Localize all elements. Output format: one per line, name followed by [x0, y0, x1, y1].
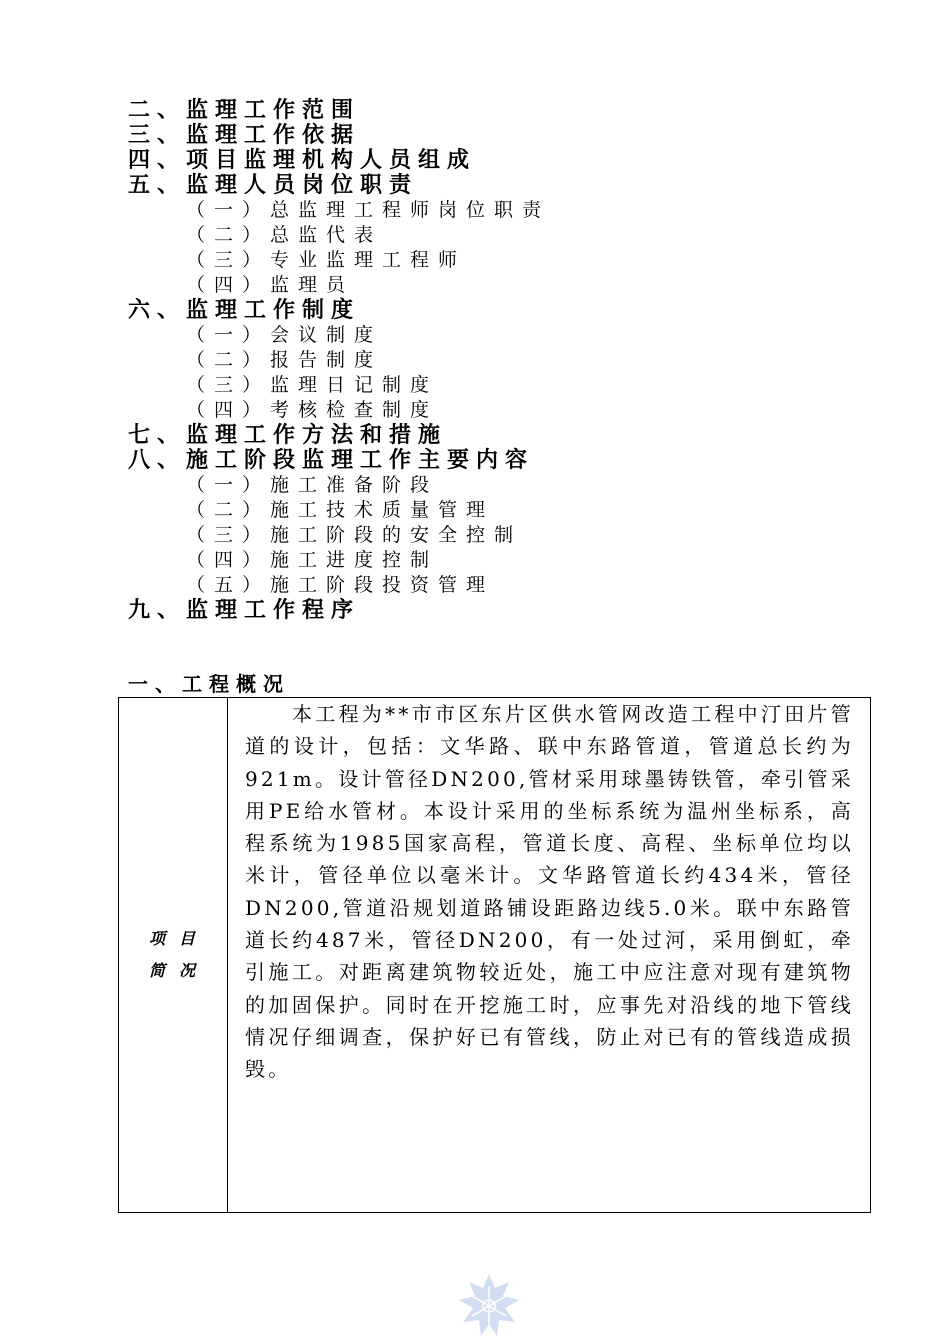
toc-heading: 五、监理人员岗位职责: [128, 173, 419, 198]
project-overview-table: [118, 697, 871, 1213]
toc-heading: 四、项目监理机构人员组成: [128, 148, 477, 173]
toc-heading: 三、监理工作依据: [128, 123, 361, 148]
section-title: 一、工程概况: [128, 672, 290, 696]
toc-subheading: （四）监理员: [186, 274, 355, 296]
toc-subheading: （四）考核检查制度: [186, 399, 439, 421]
toc-subheading: （一）会议制度: [186, 324, 383, 346]
toc-subheading: （三）专业监理工程师: [186, 249, 467, 271]
toc-subheading: （一）总监理工程师岗位职责: [186, 199, 551, 221]
toc-subheading: （四）施工进度控制: [186, 549, 439, 571]
table-label-cell: [119, 698, 228, 1212]
toc-subheading: （一）施工准备阶段: [186, 474, 439, 496]
project-description: 本工程为**市市区东片区供水管网改造工程中汀田片管道的设计，包括：文华路、联中东路管道，管道总长约为921m。设计管径DN200,管材采用球墨铸铁管，牵引管采用PE给水管材。本设计采用的坐标系统为温州坐标系，高程系统为1985国家高程，管道长度、高程、坐标单位均以米计，管径单位以毫米计。文华路管道长约434米，管径DN200,管道沿规划道路铺设距路边线5.0米。联中东路管道长约487米，管径DN200，有一处过河，采用倒虹，牵引施工。对距离建筑物较近处，施工中应注意对现有建筑物的加固保护。同时在开挖施工时，应事先对沿线的地下管线情况仔细调查，保护好已有管线，防止对已有的管线造成损毁。: [245, 702, 854, 1082]
toc-subheading: （二）总监代表: [186, 224, 383, 246]
toc-heading: 七、监理工作方法和措施: [128, 423, 448, 448]
table-content-cell: [228, 698, 870, 1212]
toc-heading: 六、监理工作制度: [128, 298, 361, 323]
toc-subheading: （二）报告制度: [186, 349, 383, 371]
toc-heading: 二、监理工作范围: [128, 98, 361, 123]
table-of-contents: [128, 98, 888, 623]
snowflake-logo-icon: [455, 1272, 523, 1340]
toc-heading: 九、监理工作程序: [128, 598, 361, 623]
label-line-1: 项目: [148, 929, 209, 948]
toc-subheading: （三）施工阶段的安全控制: [186, 524, 523, 546]
label-line-2: 简况: [148, 961, 209, 980]
toc-heading: 八、施工阶段监理工作主要内容: [128, 448, 535, 473]
toc-subheading: （五）施工阶段投资管理: [186, 574, 495, 596]
toc-subheading: （二）施工技术质量管理: [186, 499, 495, 521]
toc-subheading: （三）监理日记制度: [186, 374, 439, 396]
